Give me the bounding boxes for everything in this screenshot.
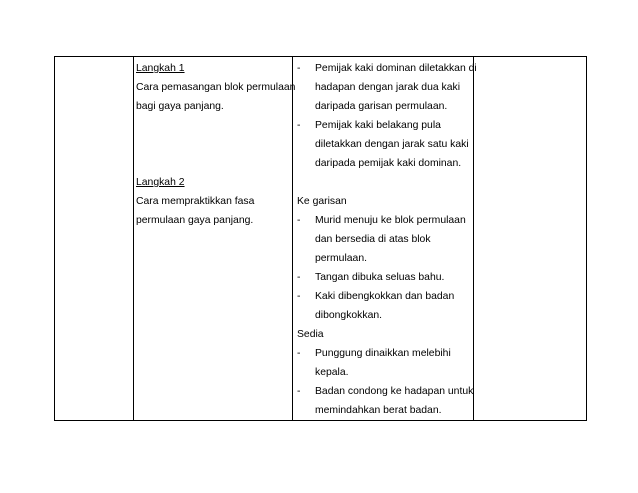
list-item xyxy=(297,211,473,268)
bullet-dash: - xyxy=(297,386,301,397)
table-cell-empty-left xyxy=(55,57,134,421)
step-2-desc-line: Cara mempraktikkan fasa xyxy=(136,196,255,207)
bullet-text-line: kepala. xyxy=(315,367,349,378)
table-cell-steps xyxy=(134,57,296,421)
step-1-desc-line: bagi gaya panjang. xyxy=(136,101,224,112)
bullet-text-line: Pemijak kaki belakang pula xyxy=(315,120,441,131)
list-item xyxy=(297,287,473,325)
bullet-dash: - xyxy=(297,291,301,302)
list-item xyxy=(297,116,473,173)
bullet-text-line: permulaan. xyxy=(315,253,367,264)
bullet-dash: - xyxy=(297,120,301,131)
lesson-table xyxy=(54,56,587,421)
bullet-dash: - xyxy=(297,215,301,226)
bullet-text-line: dan bersedia di atas blok xyxy=(315,234,431,245)
bullet-text-line: daripada garisan permulaan. xyxy=(315,101,448,112)
table-row xyxy=(55,57,587,421)
bullet-text-line: dibongkokkan. xyxy=(315,310,383,321)
table-cell-content xyxy=(293,57,477,421)
table-cell-empty-right xyxy=(474,57,587,421)
list-item xyxy=(297,59,477,116)
bullet-text-line: hadapan dengan jarak dua kaki xyxy=(315,82,461,93)
bullet-text-line: diletakkan dengan jarak satu kaki xyxy=(315,139,469,150)
bullet-dash: - xyxy=(297,272,301,283)
sedia-heading: Sedia xyxy=(297,329,324,340)
list-item xyxy=(297,268,473,287)
list-item xyxy=(297,344,473,382)
bullet-text-line: Punggung dinaikkan melebihi xyxy=(315,348,451,359)
bullet-text-line: Murid menuju ke blok permulaan xyxy=(315,215,466,226)
bullet-text-line: Badan condong ke hadapan untuk xyxy=(315,386,474,397)
bullet-text-line: Pemijak kaki dominan diletakkan di xyxy=(315,63,477,74)
bullet-text-line: Tangan dibuka seluas bahu. xyxy=(315,272,445,283)
bullet-text-line: daripada pemijak kaki dominan. xyxy=(315,158,462,169)
step-1-title: Langkah 1 xyxy=(136,63,185,74)
step-2-title: Langkah 2 xyxy=(136,177,185,188)
step-1-desc-line: Cara pemasangan blok permulaan xyxy=(136,82,296,93)
step-2-desc-line: permulaan gaya panjang. xyxy=(136,215,254,226)
bullet-dash: - xyxy=(297,63,301,74)
list-item xyxy=(297,382,473,420)
bullet-dash: - xyxy=(297,348,301,359)
bullet-text-line: Kaki dibengkokkan dan badan xyxy=(315,291,455,302)
bullet-text-line: memindahkan berat badan. xyxy=(315,405,442,416)
ke-garisan-heading: Ke garisan xyxy=(297,196,347,207)
